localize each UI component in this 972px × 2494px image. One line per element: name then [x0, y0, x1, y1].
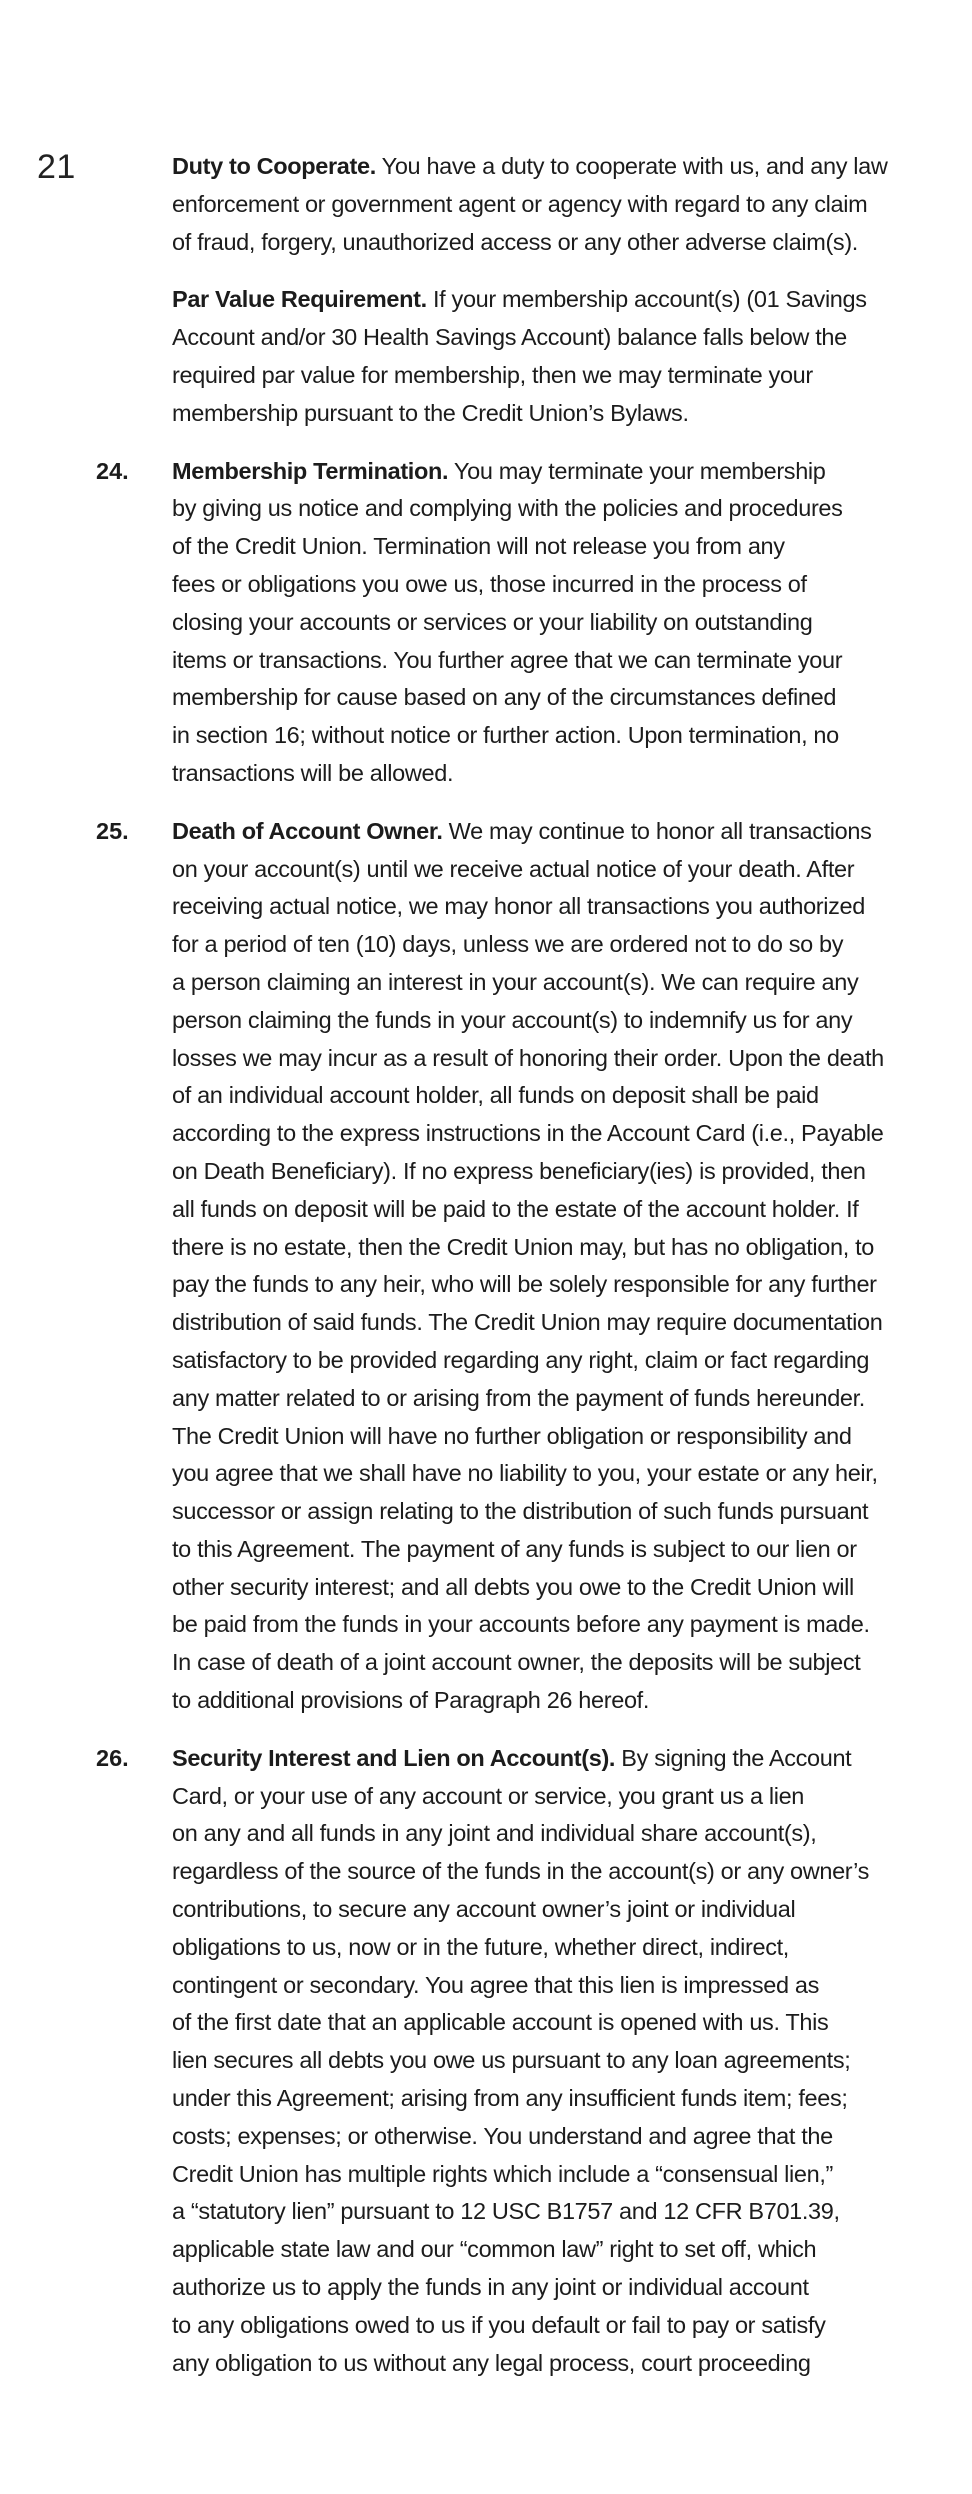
- text-line: transactions will be allowed.: [172, 759, 454, 786]
- text-line: all funds on deposit will be paid to the estate of the account holder. If: [172, 1195, 859, 1222]
- paragraph-title: Security Interest and Lien on Account(s).: [172, 1744, 616, 1771]
- text-line: a person claiming an interest in your account(s). We can require any: [172, 968, 859, 995]
- paragraph-lead-text: If your membership account(s) (01 Savings: [426, 286, 867, 313]
- text-line: Credit Union has multiple rights which include a “consensual lien,”: [172, 2160, 833, 2187]
- text-line: pay the funds to any heir, who will be solely responsible for any further: [172, 1271, 877, 1298]
- text-line: of fraud, forgery, unauthorized access or any other adverse claim(s).: [172, 228, 858, 255]
- paragraph-title: Death of Account Owner.: [172, 817, 443, 844]
- text-line: under this Agreement; arising from any insufficient funds item; fees;: [172, 2085, 848, 2112]
- paragraph-title: Duty to Cooperate.: [172, 153, 376, 179]
- text-line: to any obligations owed to us if you default or fail to pay or satisfy: [172, 2311, 826, 2338]
- text-line: applicable state law and our “common law” right to set off, which: [172, 2236, 817, 2263]
- text-line: receiving actual notice, we may honor all transactions you authorized: [172, 893, 865, 920]
- paragraph-text: [172, 281, 896, 432]
- text-line: contingent or secondary. You agree that this lien is impressed as: [172, 1971, 819, 1998]
- paragraph: [96, 1740, 896, 2383]
- text-line: person claiming the funds in your account(s) to indemnify us for any: [172, 1006, 853, 1033]
- text-line: there is no estate, then the Credit Union may, but has no obligation, to: [172, 1233, 875, 1260]
- paragraph: [96, 281, 896, 432]
- paragraph-number: 26.: [96, 1744, 129, 1771]
- text-line: of an individual account holder, all funds on deposit shall be paid: [172, 1082, 819, 1109]
- text-line: Account and/or 30 Health Savings Account) balance falls below the: [172, 324, 847, 351]
- text-line: distribution of said funds. The Credit Union may require documentation: [172, 1309, 883, 1336]
- text-line: to this Agreement. The payment of any funds is subject to our lien or: [172, 1535, 857, 1562]
- text-line: [172, 813, 896, 851]
- paragraph-text: [172, 148, 896, 261]
- text-line: other security interest; and all debts you owe to the Credit Union will: [172, 1573, 854, 1600]
- text-line: [172, 148, 896, 186]
- text-line: [172, 281, 896, 319]
- text-line: closing your accounts or services or your liability on outstanding: [172, 608, 813, 635]
- paragraph-title: Par Value Requirement.: [172, 286, 427, 313]
- text-line: for a period of ten (10) days, unless we are ordered not to do so by: [172, 931, 844, 958]
- text-line: to additional provisions of Paragraph 26 hereof.: [172, 1687, 650, 1714]
- text-line: on Death Beneficiary). If no express beneficiary(ies) is provided, then: [172, 1157, 866, 1184]
- text-line: [172, 453, 896, 491]
- document-body: [96, 148, 896, 2402]
- text-line: authorize us to apply the funds in any joint or individual account: [172, 2274, 809, 2301]
- paragraph: [96, 453, 896, 793]
- text-line: The Credit Union will have no further obligation or responsibility and: [172, 1422, 852, 1449]
- text-line: a “statutory lien” pursuant to 12 USC B1757 and 12 CFR B701.39,: [172, 2198, 840, 2225]
- paragraph-text: [172, 813, 896, 1720]
- page-number: 21: [37, 148, 76, 186]
- text-line: membership for cause based on any of the circumstances defined: [172, 684, 837, 711]
- text-line: items or transactions. You further agree that we can terminate your: [172, 646, 843, 673]
- text-line: in section 16; without notice or further action. Upon termination, no: [172, 722, 839, 749]
- paragraph: [96, 148, 896, 261]
- text-line: losses we may incur as a result of honoring their order. Upon the death: [172, 1044, 884, 1071]
- text-line: Card, or your use of any account or service, you grant us a lien: [172, 1782, 805, 1809]
- text-line: any matter related to or arising from the payment of funds hereunder.: [172, 1384, 865, 1411]
- paragraph-lead-text: You may terminate your membership: [448, 457, 826, 484]
- text-line: on any and all funds in any joint and individual share account(s),: [172, 1820, 817, 1847]
- text-line: fees or obligations you owe us, those incurred in the process of: [172, 570, 807, 597]
- text-line: be paid from the funds in your accounts before any payment is made.: [172, 1611, 870, 1638]
- text-line: you agree that we shall have no liability to you, your estate or any heir,: [172, 1460, 878, 1487]
- text-line: costs; expenses; or otherwise. You understand and agree that the: [172, 2122, 833, 2149]
- paragraph-lead-text: By signing the Account: [615, 1744, 852, 1771]
- paragraph: [96, 813, 896, 1720]
- text-line: lien secures all debts you owe us pursuant to any loan agreements;: [172, 2047, 851, 2074]
- text-line: contributions, to secure any account owner’s joint or individual: [172, 1896, 796, 1923]
- text-line: membership pursuant to the Credit Union’s Bylaws.: [172, 399, 689, 426]
- text-line: of the Credit Union. Termination will not release you from any: [172, 533, 785, 560]
- paragraph-number: 24.: [96, 457, 129, 484]
- text-line: obligations to us, now or in the future, whether direct, indirect,: [172, 1933, 789, 1960]
- paragraph-text: [172, 1740, 896, 2383]
- text-line: according to the express instructions in the Account Card (i.e., Payable: [172, 1120, 884, 1147]
- paragraph-title: Membership Termination.: [172, 457, 449, 484]
- paragraph-lead-text: You have a duty to cooperate with us, and any law: [375, 153, 888, 179]
- text-line: of the first date that an applicable account is opened with us. This: [172, 2009, 829, 2036]
- text-line: by giving us notice and complying with the policies and procedures: [172, 495, 843, 522]
- paragraph-lead-text: We may continue to honor all transactions: [442, 817, 872, 844]
- paragraph-text: [172, 453, 896, 793]
- text-line: In case of death of a joint account owner, the deposits will be subject: [172, 1649, 861, 1676]
- text-line: required par value for membership, then we may terminate your: [172, 361, 813, 388]
- text-line: successor or assign relating to the distribution of such funds pursuant: [172, 1498, 869, 1525]
- text-line: regardless of the source of the funds in the account(s) or any owner’s: [172, 1858, 870, 1885]
- text-line: on your account(s) until we receive actual notice of your death. After: [172, 855, 855, 882]
- text-line: enforcement or government agent or agency with regard to any claim: [172, 190, 868, 217]
- text-line: [172, 1740, 896, 1778]
- paragraph-number: 25.: [96, 817, 129, 844]
- text-line: any obligation to us without any legal process, court proceeding: [172, 2349, 811, 2376]
- text-line: satisfactory to be provided regarding any right, claim or fact regarding: [172, 1346, 870, 1373]
